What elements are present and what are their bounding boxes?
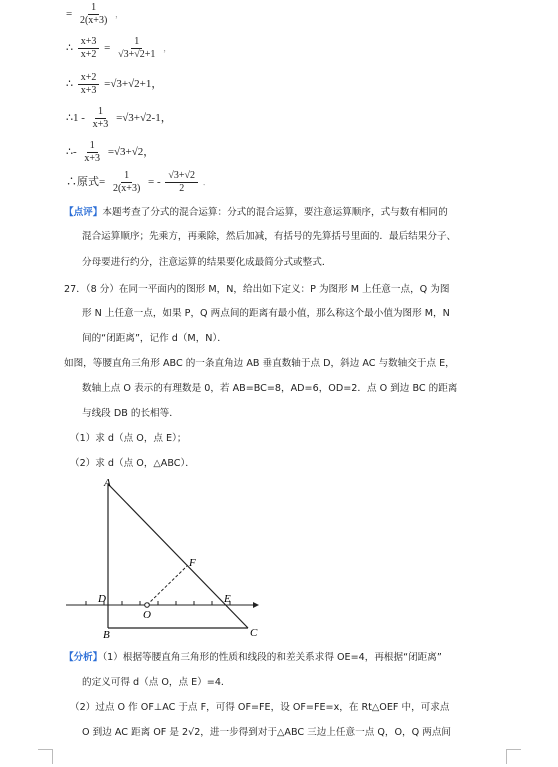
equation-line-3: ∴ $\frac{x+2}{x+3}$ =√3+√2+1， xyxy=(66,72,163,96)
point-o xyxy=(145,603,150,608)
label-c: C xyxy=(250,627,258,639)
equation-line-5: ∴- $\frac{1}{x+3}$ =√3+√2， xyxy=(66,140,155,164)
fraction: $\frac{√3+√2}{2}$ xyxy=(165,170,198,195)
fraction: $\frac{1}{x+3}$ xyxy=(84,140,101,164)
problem-line-5: 数轴上点 O 表示的有理数是 0，若 AB=BC=8，AD=6，OD=2．点 O 到边 BC 的距离 xyxy=(82,383,458,394)
equation-line-1: = $\frac{1}{2(x+3)}$ ， xyxy=(66,2,125,26)
label-a: A xyxy=(104,477,111,489)
comment-line-2: 混合运算顺序；先乘方，再乘除，然后加减，有括号的先算括号里面的．最后结果分子、 xyxy=(82,231,457,242)
label-f: F xyxy=(189,557,196,569)
page-corner-bottom-right xyxy=(506,749,521,764)
problem-question-1: （1）求 d（点 O，点 E）； xyxy=(70,433,187,444)
fraction: $\frac{1}{√3+√2+1}$ xyxy=(118,36,156,60)
label-o: O xyxy=(143,609,151,621)
problem-line-6: 与线段 DB 的长相等． xyxy=(82,408,179,419)
page-corner-bottom-left xyxy=(38,749,53,764)
fraction: $\frac{1}{x+3}$ xyxy=(92,106,109,130)
analysis-line-2: 的定义可得 d（点 O，点 E）=4． xyxy=(82,677,231,688)
geometry-figure xyxy=(60,474,270,644)
comment-line-1: 【点评】本题考查了分式的混合运算：分式的混合运算，要注意运算顺序，式与数有相同的 xyxy=(64,207,448,218)
fraction: $\frac{1}{2(x+3)}$ xyxy=(79,2,108,26)
label-d: D xyxy=(98,593,106,605)
problem-line-4: 如图，等腰直角三角形 ABC 的一条直角边 AB 垂直数轴于点 D，斜边 AC 与数轴交于点 E， xyxy=(64,358,455,369)
label-b: B xyxy=(103,629,110,641)
comment-tag: 【点评】 xyxy=(64,207,103,218)
side-ac xyxy=(108,484,248,628)
analysis-line-3: （2）过点 O 作 OF⊥AC 于点 F，可得 OF=FE，设 OF=FE=x，在 Rt△OEF 中，可求点 xyxy=(70,702,450,713)
analysis-line-4: O 到边 AC 距离 OF 是 2√2，进一步得到对于△ABC 三边上任意一点 Q，O，Q 两点间 xyxy=(82,727,452,738)
problem-line-1: 27．（8 分）在同一平面内的图形 M，N，给出如下定义：P 为图形 M 上任意一点，Q 为图 xyxy=(64,284,450,295)
fraction: $\frac{1}{2(x+3)}$ xyxy=(112,170,141,194)
equation-line-2: ∴ $\frac{x+3}{x+2}$ = $\frac{1}{√3+√2+1}$ ， xyxy=(66,36,173,60)
comment-line-3: 分母要进行约分，注意运算的结果要化成最简分式或整式． xyxy=(82,257,332,268)
segment-of xyxy=(147,566,187,605)
equation-line-6: ∴原式= $\frac{1}{2(x+3)}$ = - $\frac{√3+√2}{2}$ ． xyxy=(66,170,212,194)
equation-line-4: ∴1 - $\frac{1}{x+3}$ =√3+√2-1， xyxy=(66,106,172,130)
problem-question-2: （2）求 d（点 O，△ABC）． xyxy=(70,458,195,469)
analysis-tag: 【分析】 xyxy=(64,652,103,663)
problem-line-2: 形 N 上任意一点，如果 P，Q 两点间的距离有最小值，那么称这个最小值为图形 M，N xyxy=(82,308,450,319)
analysis-line-1: 【分析】（1）根据等腰直角三角形的性质和线段的和差关系求得 OE=4，再根据“闭距离” xyxy=(64,652,442,663)
problem-line-3: 间的“闭距离”，记作 d（M，N）． xyxy=(82,333,227,344)
fraction: $\frac{x+3}{x+2}$ xyxy=(78,36,100,61)
label-e: E xyxy=(224,593,231,605)
fraction: $\frac{x+2}{x+3}$ xyxy=(78,72,100,97)
